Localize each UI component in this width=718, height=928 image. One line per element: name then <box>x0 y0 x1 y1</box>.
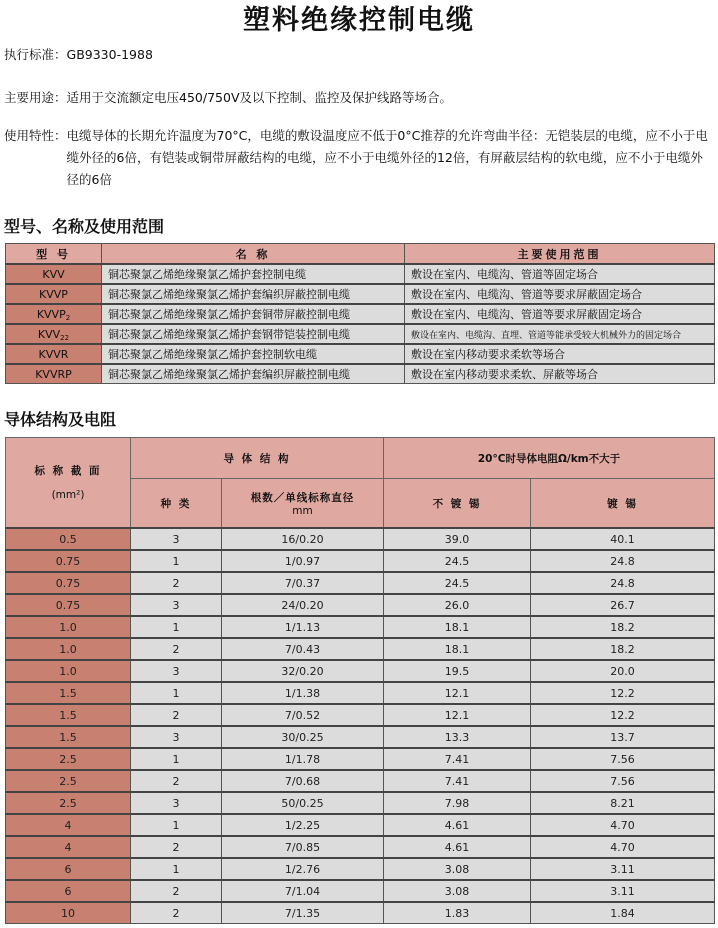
conductor-row <box>6 550 715 572</box>
model-cell <box>6 324 102 344</box>
name-cell: 铜芯聚氯乙烯绝缘聚氯乙烯护套控制电缆 <box>102 264 405 284</box>
usage-cell: 敷设在室内、电缆沟、直埋、管道等能承受较大机械外力的固定场合 <box>405 324 715 344</box>
model-subscript: 2 <box>65 313 71 322</box>
features-paragraph <box>4 126 710 191</box>
section-cell: 2.5 <box>6 770 131 792</box>
strands-cell: 1/2.25 <box>222 814 384 836</box>
model-row <box>6 284 715 304</box>
plain-resistance-cell: 39.0 <box>384 528 531 550</box>
strands-cell: 1/1.78 <box>222 748 384 770</box>
plain-resistance-cell: 18.1 <box>384 616 531 638</box>
plain-resistance-cell: 13.3 <box>384 726 531 748</box>
conductor-row <box>6 726 715 748</box>
section-cell: 1.0 <box>6 660 131 682</box>
conductor-row <box>6 638 715 660</box>
conductor-row <box>6 814 715 836</box>
name-cell: 铜芯聚氯乙烯绝缘聚氯乙烯护套编织屏蔽控制电缆 <box>102 284 405 304</box>
section-cell: 2.5 <box>6 748 131 770</box>
name-cell: 铜芯聚氯乙烯绝缘聚氯乙烯护套编织屏蔽控制电缆 <box>102 364 405 384</box>
header-resistance: 20°C时导体电阻Ω/km不大于 <box>384 438 715 479</box>
section-cell: 4 <box>6 836 131 858</box>
usage-cell: 敷设在室内移动要求柔软、屏蔽等场合 <box>405 364 715 384</box>
plain-resistance-cell: 12.1 <box>384 682 531 704</box>
model-code: KVVP <box>39 287 68 301</box>
section-cell: 1.5 <box>6 726 131 748</box>
tinned-resistance-cell: 26.7 <box>531 594 715 616</box>
plain-resistance-cell: 1.83 <box>384 902 531 924</box>
section-cell: 6 <box>6 858 131 880</box>
tinned-resistance-cell: 40.1 <box>531 528 715 550</box>
tinned-resistance-cell: 12.2 <box>531 704 715 726</box>
plain-resistance-cell: 3.08 <box>384 858 531 880</box>
conductor-row <box>6 770 715 792</box>
tinned-resistance-cell: 4.70 <box>531 836 715 858</box>
section-cell: 4 <box>6 814 131 836</box>
header-strands-label: 根数／单线标称直径 <box>250 491 355 504</box>
usage-cell: 敷设在室内移动要求柔软等场合 <box>405 344 715 364</box>
tinned-resistance-cell: 1.84 <box>531 902 715 924</box>
strands-cell: 1/0.97 <box>222 550 384 572</box>
type-cell: 3 <box>131 792 222 814</box>
usage-cell: 敷设在室内、电缆沟、管道等要求屏蔽固定场合 <box>405 304 715 324</box>
type-cell: 1 <box>131 814 222 836</box>
conductor-row <box>6 748 715 770</box>
section-cell: 1.0 <box>6 616 131 638</box>
conductor-row <box>6 880 715 902</box>
strands-cell: 24/0.20 <box>222 594 384 616</box>
section-cell: 0.75 <box>6 550 131 572</box>
model-cell <box>6 284 102 304</box>
section-cell: 1.5 <box>6 682 131 704</box>
model-row <box>6 304 715 324</box>
section-title-conductor: 导体结构及电阻 <box>4 410 117 429</box>
header-plain: 不 镀 锡 <box>384 479 531 529</box>
tinned-resistance-cell: 20.0 <box>531 660 715 682</box>
type-cell: 2 <box>131 770 222 792</box>
plain-resistance-cell: 18.1 <box>384 638 531 660</box>
section-cell: 0.5 <box>6 528 131 550</box>
main-use-label: 主要用途： <box>4 90 67 105</box>
model-row <box>6 344 715 364</box>
type-cell: 3 <box>131 594 222 616</box>
conductor-row <box>6 528 715 550</box>
tinned-resistance-cell: 7.56 <box>531 748 715 770</box>
tinned-resistance-cell: 24.8 <box>531 550 715 572</box>
type-cell: 3 <box>131 528 222 550</box>
name-cell: 铜芯聚氯乙烯绝缘聚氯乙烯护套铜带屏蔽控制电缆 <box>102 304 405 324</box>
tinned-resistance-cell: 18.2 <box>531 638 715 660</box>
plain-resistance-cell: 24.5 <box>384 572 531 594</box>
model-cell <box>6 304 102 324</box>
conductor-row <box>6 902 715 924</box>
standard-line <box>4 45 153 65</box>
type-cell: 2 <box>131 572 222 594</box>
strands-cell: 7/0.52 <box>222 704 384 726</box>
name-cell: 铜芯聚氯乙烯绝缘聚氯乙烯护套控制软电缆 <box>102 344 405 364</box>
header-conductor-structure: 导 体 结 构 <box>131 438 384 479</box>
section-title-models: 型号、名称及使用范围 <box>4 217 165 236</box>
type-cell: 2 <box>131 880 222 902</box>
section-cell: 10 <box>6 902 131 924</box>
plain-resistance-cell: 7.41 <box>384 770 531 792</box>
conductor-row <box>6 660 715 682</box>
type-cell: 1 <box>131 616 222 638</box>
header-type: 种 类 <box>131 479 222 529</box>
tinned-resistance-cell: 24.8 <box>531 572 715 594</box>
tinned-resistance-cell: 18.2 <box>531 616 715 638</box>
section-cell: 1.0 <box>6 638 131 660</box>
type-cell: 1 <box>131 550 222 572</box>
plain-resistance-cell: 12.1 <box>384 704 531 726</box>
models-table-header <box>6 244 715 265</box>
header-nominal-section <box>6 438 131 529</box>
model-code: KVV <box>42 267 65 281</box>
section-cell: 0.75 <box>6 594 131 616</box>
header-nominal-section-unit: (mm²) <box>51 488 85 501</box>
features-text: 电缆导体的长期允许温度为70°C，电缆的敷设温度应不低于0°C推荐的允许弯曲半径：无铠装层的电缆，应不小于电缆外径的6倍，有铠装或铜带屏蔽结构的电缆，应不小于电缆外径的12倍，有屏蔽层结构的软电缆，应不小于电缆外径的6倍 <box>66 128 708 187</box>
conductor-row <box>6 594 715 616</box>
type-cell: 1 <box>131 858 222 880</box>
conductor-table <box>5 437 715 924</box>
conductor-row <box>6 616 715 638</box>
section-cell: 1.5 <box>6 704 131 726</box>
model-row <box>6 264 715 284</box>
conductor-row <box>6 704 715 726</box>
standard-label: 执行标准： <box>4 47 67 62</box>
model-code: KVVP <box>36 307 66 321</box>
strands-cell: 50/0.25 <box>222 792 384 814</box>
strands-cell: 32/0.20 <box>222 660 384 682</box>
usage-cell: 敷设在室内、电缆沟、管道等固定场合 <box>405 264 715 284</box>
model-subscript: 22 <box>60 333 70 342</box>
model-cell <box>6 264 102 284</box>
main-use-line <box>4 88 452 108</box>
tinned-resistance-cell: 12.2 <box>531 682 715 704</box>
tinned-resistance-cell: 7.56 <box>531 770 715 792</box>
standard-value: GB9330-1988 <box>66 47 153 62</box>
usage-cell: 敷设在室内、电缆沟、管道等要求屏蔽固定场合 <box>405 284 715 304</box>
type-cell: 3 <box>131 726 222 748</box>
model-cell <box>6 364 102 384</box>
type-cell: 1 <box>131 748 222 770</box>
type-cell: 2 <box>131 902 222 924</box>
plain-resistance-cell: 7.98 <box>384 792 531 814</box>
type-cell: 2 <box>131 704 222 726</box>
tinned-resistance-cell: 8.21 <box>531 792 715 814</box>
conductor-row <box>6 858 715 880</box>
strands-cell: 7/1.04 <box>222 880 384 902</box>
strands-cell: 7/0.68 <box>222 770 384 792</box>
main-use-value: 适用于交流额定电压450/750V及以下控制、监控及保护线路等场合。 <box>66 90 452 105</box>
models-table <box>5 243 715 384</box>
header-strands <box>222 479 384 529</box>
header-strands-unit: mm <box>292 504 313 517</box>
strands-cell: 7/1.35 <box>222 902 384 924</box>
model-cell <box>6 344 102 364</box>
plain-resistance-cell: 19.5 <box>384 660 531 682</box>
strands-cell: 1/2.76 <box>222 858 384 880</box>
model-code: KVVRP <box>35 367 72 381</box>
section-cell: 6 <box>6 880 131 902</box>
conductor-row <box>6 682 715 704</box>
plain-resistance-cell: 3.08 <box>384 880 531 902</box>
type-cell: 2 <box>131 638 222 660</box>
tinned-resistance-cell: 3.11 <box>531 858 715 880</box>
plain-resistance-cell: 7.41 <box>384 748 531 770</box>
conductor-row <box>6 836 715 858</box>
section-cell: 2.5 <box>6 792 131 814</box>
page-title: 塑料绝缘控制电缆 <box>243 5 475 36</box>
conductor-row <box>6 572 715 594</box>
plain-resistance-cell: 26.0 <box>384 594 531 616</box>
plain-resistance-cell: 24.5 <box>384 550 531 572</box>
conductor-row <box>6 792 715 814</box>
strands-cell: 7/0.85 <box>222 836 384 858</box>
type-cell: 1 <box>131 682 222 704</box>
strands-cell: 16/0.20 <box>222 528 384 550</box>
name-cell: 铜芯聚氯乙烯绝缘聚氯乙烯护套钢带铠装控制电缆 <box>102 324 405 344</box>
header-usage: 主要使用范围 <box>405 244 715 265</box>
header-name: 名 称 <box>102 244 405 265</box>
header-tinned: 镀 锡 <box>531 479 715 529</box>
tinned-resistance-cell: 3.11 <box>531 880 715 902</box>
features-label: 使用特性： <box>4 128 67 143</box>
model-code: KVVR <box>38 347 69 361</box>
strands-cell: 1/1.38 <box>222 682 384 704</box>
tinned-resistance-cell: 4.70 <box>531 814 715 836</box>
tinned-resistance-cell: 13.7 <box>531 726 715 748</box>
section-cell: 0.75 <box>6 572 131 594</box>
model-row <box>6 364 715 384</box>
strands-cell: 1/1.13 <box>222 616 384 638</box>
model-code: KVV <box>37 327 61 341</box>
plain-resistance-cell: 4.61 <box>384 814 531 836</box>
type-cell: 3 <box>131 660 222 682</box>
strands-cell: 7/0.37 <box>222 572 384 594</box>
type-cell: 2 <box>131 836 222 858</box>
header-model: 型 号 <box>6 244 102 265</box>
strands-cell: 7/0.43 <box>222 638 384 660</box>
model-row <box>6 324 715 344</box>
header-nominal-section-label: 标 称 截 面 <box>34 464 102 477</box>
plain-resistance-cell: 4.61 <box>384 836 531 858</box>
strands-cell: 30/0.25 <box>222 726 384 748</box>
